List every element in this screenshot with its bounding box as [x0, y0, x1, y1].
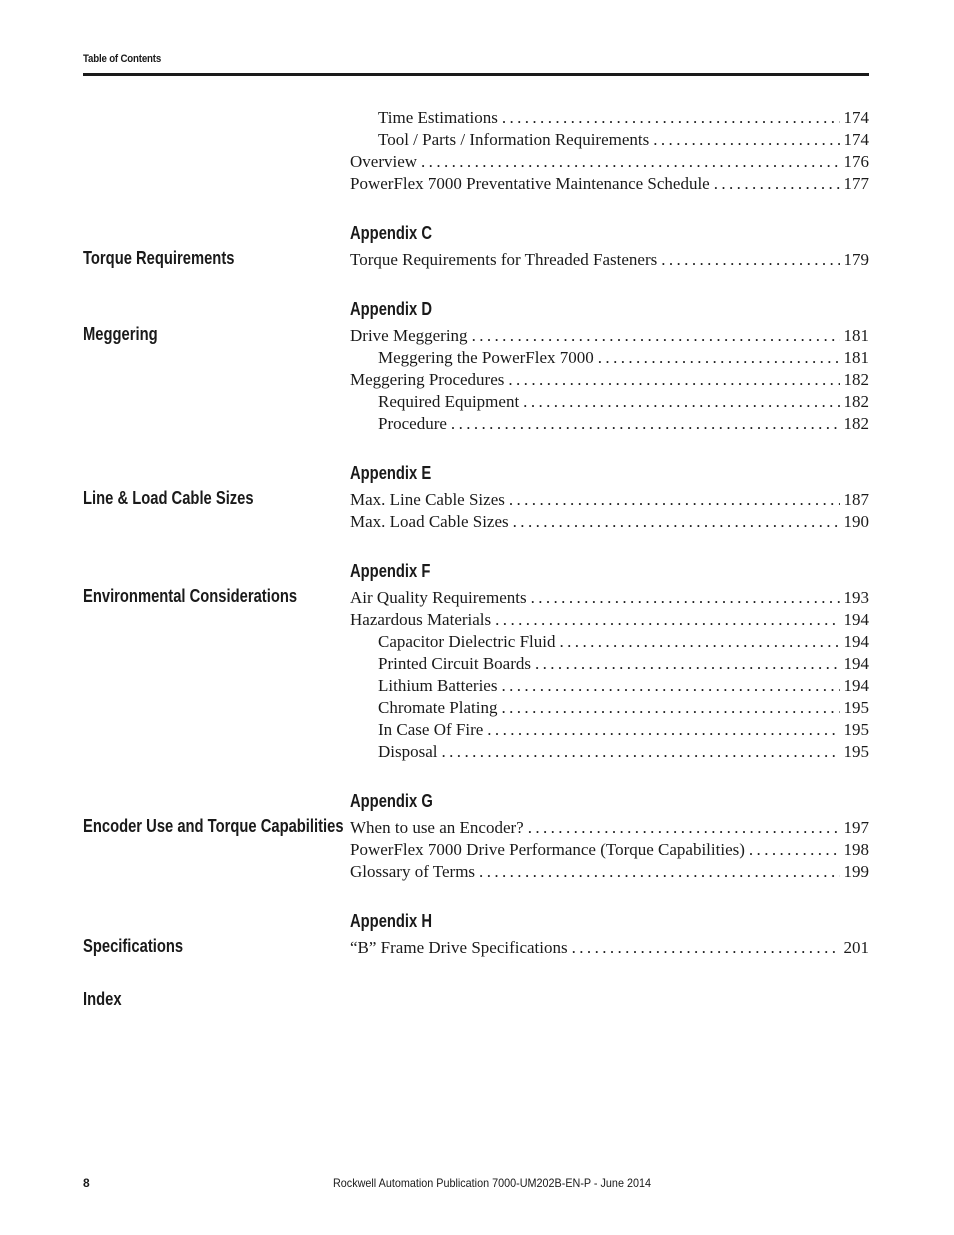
toc-entry[interactable]: [350, 249, 869, 271]
dot-leader: [714, 173, 840, 195]
toc-entry[interactable]: [378, 697, 869, 719]
footer-publication: Rockwell Automation Publication 7000-UM202B-EN-P - June 2014: [333, 1176, 651, 1190]
toc-entry-page: 194: [843, 654, 869, 673]
toc-entry-page: 194: [843, 610, 869, 629]
chapter-title[interactable]: Specifications: [83, 936, 184, 956]
toc-entry-page: 181: [843, 326, 869, 345]
toc-entry[interactable]: [378, 631, 869, 653]
toc-entry[interactable]: [378, 719, 869, 741]
toc-entry-page: 187: [843, 490, 869, 509]
toc-entry-title: When to use an Encoder?: [350, 818, 524, 837]
toc-entry-page: 195: [843, 698, 869, 717]
toc-entry[interactable]: [350, 937, 869, 959]
appendix-label: Appendix D: [350, 299, 433, 319]
toc-entry-page: 179: [843, 250, 869, 269]
dot-leader: [509, 489, 840, 511]
appendix-label: Appendix G: [350, 791, 433, 811]
dot-leader: [572, 937, 840, 959]
appendix-label: Appendix E: [350, 463, 432, 483]
toc-entry-title: Max. Load Cable Sizes: [350, 512, 509, 531]
toc-entry-title: PowerFlex 7000 Drive Performance (Torque Capabilities): [350, 840, 745, 859]
toc-entry[interactable]: [378, 129, 869, 151]
toc-entry-page: 194: [843, 676, 869, 695]
toc-entry[interactable]: [350, 151, 869, 173]
dot-leader: [653, 129, 839, 151]
toc-entry-title: Procedure: [378, 414, 447, 433]
toc-entry-page: 176: [843, 152, 869, 171]
dot-leader: [495, 609, 839, 631]
dot-leader: [442, 741, 840, 763]
toc-entry[interactable]: [350, 369, 869, 391]
page-header-label: Table of Contents: [83, 53, 162, 65]
dot-leader: [421, 151, 839, 173]
toc-entry-page: 174: [843, 108, 869, 127]
toc-entry[interactable]: [378, 675, 869, 697]
toc-entry-title: Required Equipment: [378, 392, 520, 411]
toc-entry-title: Disposal: [378, 742, 438, 761]
chapter-title[interactable]: Environmental Considerations: [83, 586, 298, 606]
toc-entry[interactable]: [378, 413, 869, 435]
dot-leader: [502, 107, 840, 129]
dot-leader: [598, 347, 840, 369]
appendix-label: Appendix F: [350, 561, 431, 581]
dot-leader: [472, 325, 840, 347]
toc-entry-page: 195: [843, 742, 869, 761]
toc-entry-title: Glossary of Terms: [350, 862, 476, 881]
dot-leader: [501, 675, 839, 697]
chapter-title[interactable]: Encoder Use and Torque Capabilities: [83, 816, 344, 836]
toc-entry-page: 201: [843, 938, 869, 957]
toc-entry[interactable]: [350, 839, 869, 861]
dot-leader: [531, 587, 840, 609]
toc-entry-title: Meggering the PowerFlex 7000: [378, 348, 594, 367]
toc-entry[interactable]: [378, 391, 869, 413]
toc-entry-title: “B” Frame Drive Specifications: [350, 938, 568, 957]
toc-entry-title: Drive Meggering: [350, 326, 468, 345]
dot-leader: [661, 249, 839, 271]
dot-leader: [560, 631, 840, 653]
toc-entry-title: Max. Line Cable Sizes: [350, 490, 505, 509]
toc-entry-page: 182: [843, 414, 869, 433]
toc-entry[interactable]: [378, 741, 869, 763]
appendix-label: Appendix H: [350, 911, 433, 931]
chapter-title[interactable]: Meggering: [83, 324, 158, 344]
toc-entry-title: In Case Of Fire: [378, 720, 484, 739]
toc-entry-title: Chromate Plating: [378, 698, 498, 717]
toc-entry[interactable]: [350, 489, 869, 511]
dot-leader: [487, 719, 839, 741]
footer-page-number: 8: [83, 1176, 90, 1190]
toc-entry-title: Meggering Procedures: [350, 370, 505, 389]
toc-entry-title: Printed Circuit Boards: [378, 654, 531, 673]
dot-leader: [451, 413, 840, 435]
dot-leader: [513, 511, 840, 533]
toc-entry-page: 199: [843, 862, 869, 881]
toc-entry[interactable]: [350, 817, 869, 839]
toc-entry[interactable]: [378, 107, 869, 129]
toc-entry-title: Lithium Batteries: [378, 676, 498, 695]
toc-entry[interactable]: [350, 609, 869, 631]
toc-entry[interactable]: [350, 587, 869, 609]
toc-entry-title: Tool / Parts / Information Requirements: [378, 130, 650, 149]
toc-entry-page: 182: [843, 392, 869, 411]
toc-entry-title: Air Quality Requirements: [350, 588, 527, 607]
index-title[interactable]: Index: [83, 989, 122, 1009]
toc-entry-title: Capacitor Dielectric Fluid: [378, 632, 556, 651]
dot-leader: [508, 369, 839, 391]
dot-leader: [535, 653, 840, 675]
dot-leader: [501, 697, 839, 719]
toc-entry-page: 198: [843, 840, 869, 859]
chapter-title[interactable]: Line & Load Cable Sizes: [83, 488, 254, 508]
chapter-title[interactable]: Torque Requirements: [83, 248, 235, 268]
toc-entry-page: 197: [843, 818, 869, 837]
toc-entry-page: 195: [843, 720, 869, 739]
toc-entry-page: 194: [843, 632, 869, 651]
toc-entry-title: Torque Requirements for Threaded Fasteners: [350, 250, 658, 269]
dot-leader: [523, 391, 839, 413]
dot-leader: [749, 839, 840, 861]
appendix-label: Appendix C: [350, 223, 433, 243]
toc-entry[interactable]: [350, 511, 869, 533]
toc-entry-page: 190: [843, 512, 869, 531]
toc-entry-page: 193: [843, 588, 869, 607]
toc-entry-title: Overview: [350, 152, 418, 171]
toc-entry[interactable]: [378, 347, 869, 369]
dot-leader: [528, 817, 840, 839]
toc-entry[interactable]: [350, 861, 869, 883]
dot-leader: [479, 861, 839, 883]
toc-entry-page: 177: [843, 174, 869, 193]
toc-entry[interactable]: [350, 325, 869, 347]
toc-entry[interactable]: [378, 653, 869, 675]
toc-entry-title: PowerFlex 7000 Preventative Maintenance Schedule: [350, 174, 710, 193]
toc-entry-page: 174: [843, 130, 869, 149]
toc-entry-title: Hazardous Materials: [350, 610, 492, 629]
toc-entry-page: 181: [843, 348, 869, 367]
toc-entry-page: 182: [843, 370, 869, 389]
toc-entry-title: Time Estimations: [378, 108, 498, 127]
toc-entry[interactable]: [350, 173, 869, 195]
